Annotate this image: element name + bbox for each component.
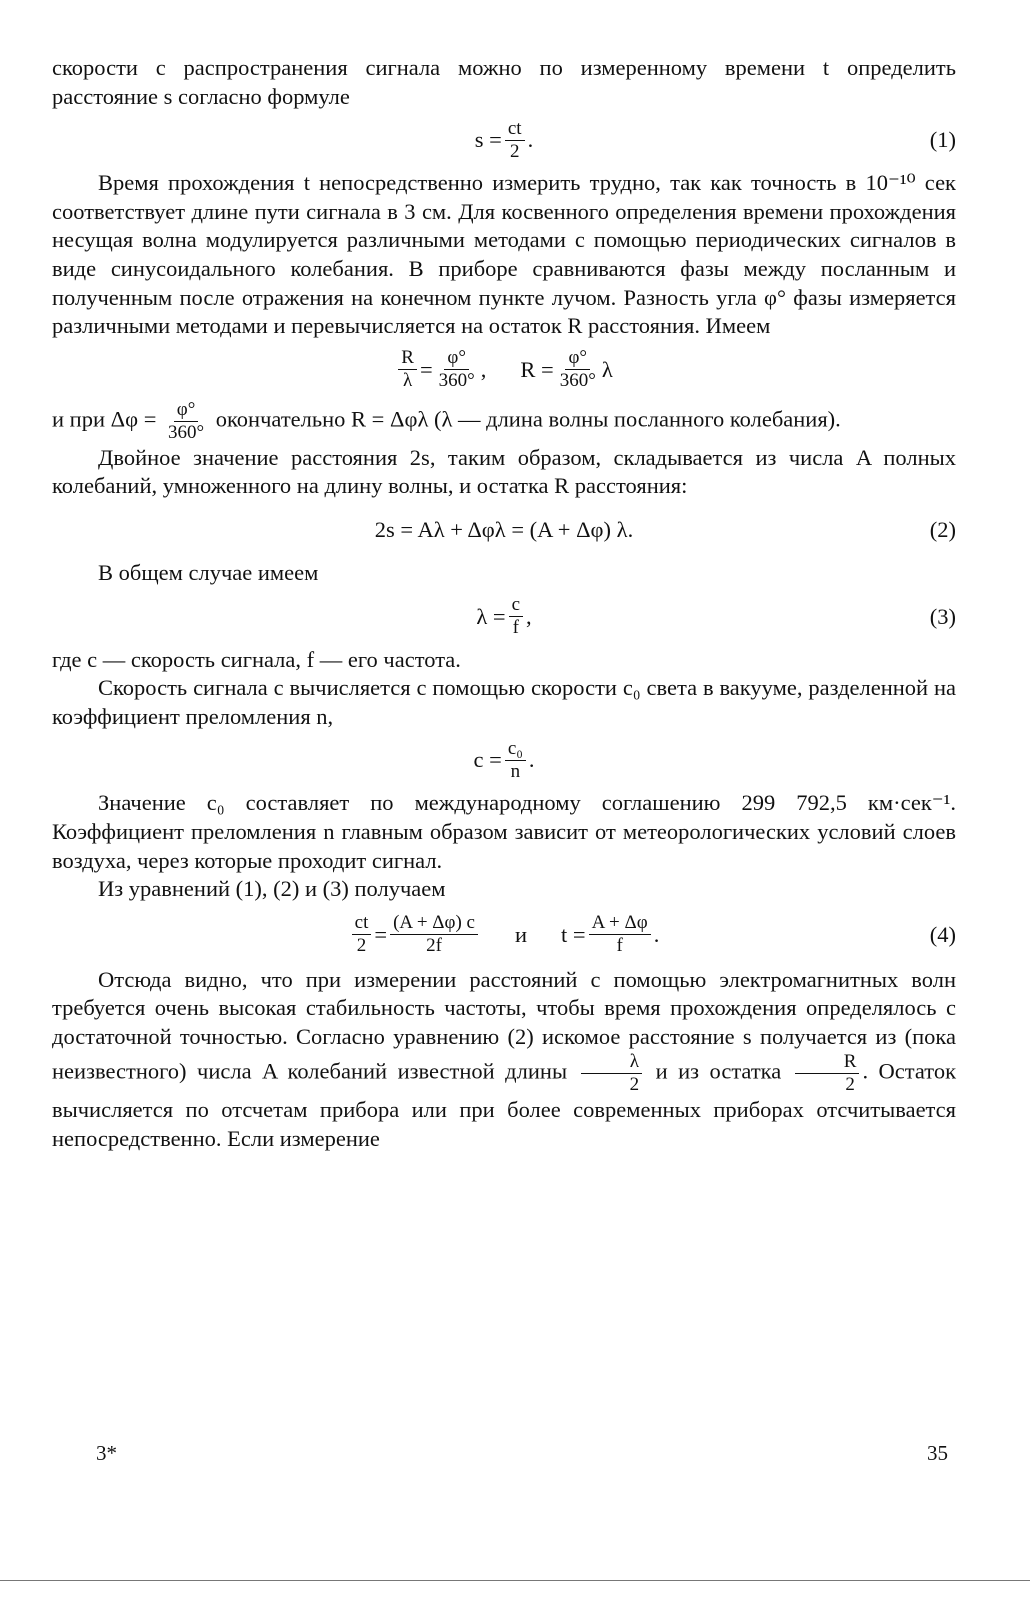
eq4-c-denominator: f [616, 935, 623, 957]
eq4-a-numerator: ct [352, 912, 372, 935]
eq2-label: (2) [929, 516, 956, 542]
p10-fraction-lambda [581, 1051, 643, 1096]
p10-end: . Остаток вычисляется по отсчетам прибора или при более современных приборах отсчитывается непосредственно. Если измерение [52, 1059, 957, 1152]
ratio-separator: , [480, 356, 487, 382]
paragraph-5: В общем случае имеем [98, 559, 319, 585]
eqc-numerator: c₀ [505, 738, 526, 761]
ratio-equals: = [419, 356, 433, 382]
equation-ratio [52, 341, 956, 399]
eq4-and: и [515, 921, 528, 947]
eq4-fraction-c [589, 912, 651, 957]
eq1-fraction [505, 118, 525, 163]
page-number: 35 [927, 1441, 948, 1465]
eq1-denominator: 2 [509, 140, 520, 162]
p3-denominator: 360° [168, 421, 205, 443]
ratio-a-denominator: λ [402, 370, 413, 392]
eq4-b-numerator: (A + Δφ) c [390, 912, 478, 935]
eq1-numerator: ct [505, 118, 525, 141]
ratio-c-tail: λ [601, 356, 613, 382]
eq4-tail: . [653, 921, 660, 947]
p3-fraction [165, 399, 207, 444]
eqc-fraction [505, 738, 526, 783]
paragraph-10 [52, 966, 956, 1154]
eqc-lhs: c = [473, 747, 502, 773]
eq4-label: (4) [929, 921, 956, 947]
p10-main: Отсюда видно, что при измерении расстояний с помощью электромагнитных волн требуется очень высокая стабильность частоты, чтобы время прохождения определялось с достаточной точностью. Согласно уравнению (2) искомое расстояние s получается из (пока неизвестного) числа A колебаний известной длины [52, 966, 956, 1085]
ratio-c-denominator: 360° [559, 370, 596, 392]
eq1-tail: . [527, 127, 534, 153]
p3-post: окончательно R = Δφλ (λ — длина волны посланного колебания). [215, 406, 841, 432]
paragraph-1: скорости c распространения сигнала можно по измеренному времени t определить расстояние s согласно формуле [52, 55, 956, 109]
eq3-tail: , [526, 603, 532, 629]
paragraph-2: Время прохождения t непосредственно измерить трудно, так как точность в 10⁻¹⁰ сек соответствует длине пути сигнала в 3 см. Для косвенного определения времени прохождения несущая волна модулируется различными методами с помощью периодических сигналов в виде синусоидального колебания. В приборе сравниваются фазы между посланным и полученным после отражения на конечном пункте лучом. Разность угла φ° фазы измеряется различными методами и перевычисляется на остаток R расстояния. Имеем [52, 170, 956, 339]
eq4-c-lhs: t = [561, 921, 586, 947]
ratio-c-numerator: φ° [565, 347, 590, 370]
equation-1 [52, 111, 956, 169]
eq2-body: 2s = Aλ + Δφλ = (A + Δφ) λ. [374, 516, 634, 542]
ratio-c-lhs: R = [520, 356, 554, 382]
paragraph-6: где c — скорость сигнала, f — его частота. [52, 646, 461, 672]
p3-pre: и при Δφ = [52, 406, 157, 432]
eq1-lhs: s = [474, 127, 502, 153]
eq4-b-denominator: 2f [426, 935, 442, 957]
ratio-a-numerator: R [398, 347, 417, 370]
p3-numerator: φ° [174, 399, 199, 422]
eqc-tail: . [528, 747, 535, 773]
p10-f1-numerator: λ [581, 1051, 642, 1074]
equation-4 [52, 904, 956, 966]
ratio-fraction-c [557, 347, 599, 392]
p10-f1-denominator: 2 [629, 1074, 640, 1096]
eq4-fraction-a [352, 912, 372, 957]
equation-2 [52, 501, 956, 559]
eq3-label: (3) [929, 603, 956, 629]
paragraph-7: Скорость сигнала c вычисляется с помощью скорости c₀ света в вакууме, разделенной на коэффициент преломления n, [52, 675, 956, 729]
eq1-label: (1) [929, 127, 956, 153]
eq4-a-denominator: 2 [356, 935, 367, 957]
bottom-divider [0, 1580, 1030, 1581]
eq3-fraction [509, 594, 523, 639]
page-body [52, 54, 956, 1154]
p10-f2-denominator: 2 [845, 1074, 855, 1096]
eq4-c-numerator: A + Δφ [589, 912, 651, 935]
eq4-equals: = [374, 921, 388, 947]
p10-fraction-r [795, 1051, 860, 1096]
ratio-fraction-b [436, 347, 478, 392]
paragraph-4: Двойное значение расстояния 2s, таким образом, складывается из числа A полных колебаний, умноженного на длину волны, и остатка R расстояния: [52, 444, 956, 499]
p10-mid: и из остатка [655, 1059, 782, 1085]
equation-c [52, 731, 956, 789]
ratio-fraction-a [398, 347, 417, 392]
ratio-b-numerator: φ° [444, 347, 469, 370]
eq3-lhs: λ = [476, 603, 506, 629]
eq3-numerator: c [509, 594, 523, 617]
p10-f2-numerator: R [795, 1051, 860, 1074]
signature-mark: 3* [96, 1441, 117, 1465]
eq3-denominator: f [512, 617, 519, 639]
paragraph-3 [52, 399, 956, 444]
equation-3 [52, 588, 956, 646]
paragraph-9: Из уравнений (1), (2) и (3) получаем [98, 876, 446, 902]
eqc-denominator: n [510, 760, 521, 782]
eq4-fraction-b [390, 912, 478, 957]
paragraph-8: Значение c₀ составляет по международному соглашению 299 792,5 км·сек⁻¹. Коэффициент преломления n главным образом зависит от метеорологических условий слоев воздуха, через которые проходит сигнал. [52, 790, 956, 873]
ratio-b-denominator: 360° [438, 370, 475, 392]
